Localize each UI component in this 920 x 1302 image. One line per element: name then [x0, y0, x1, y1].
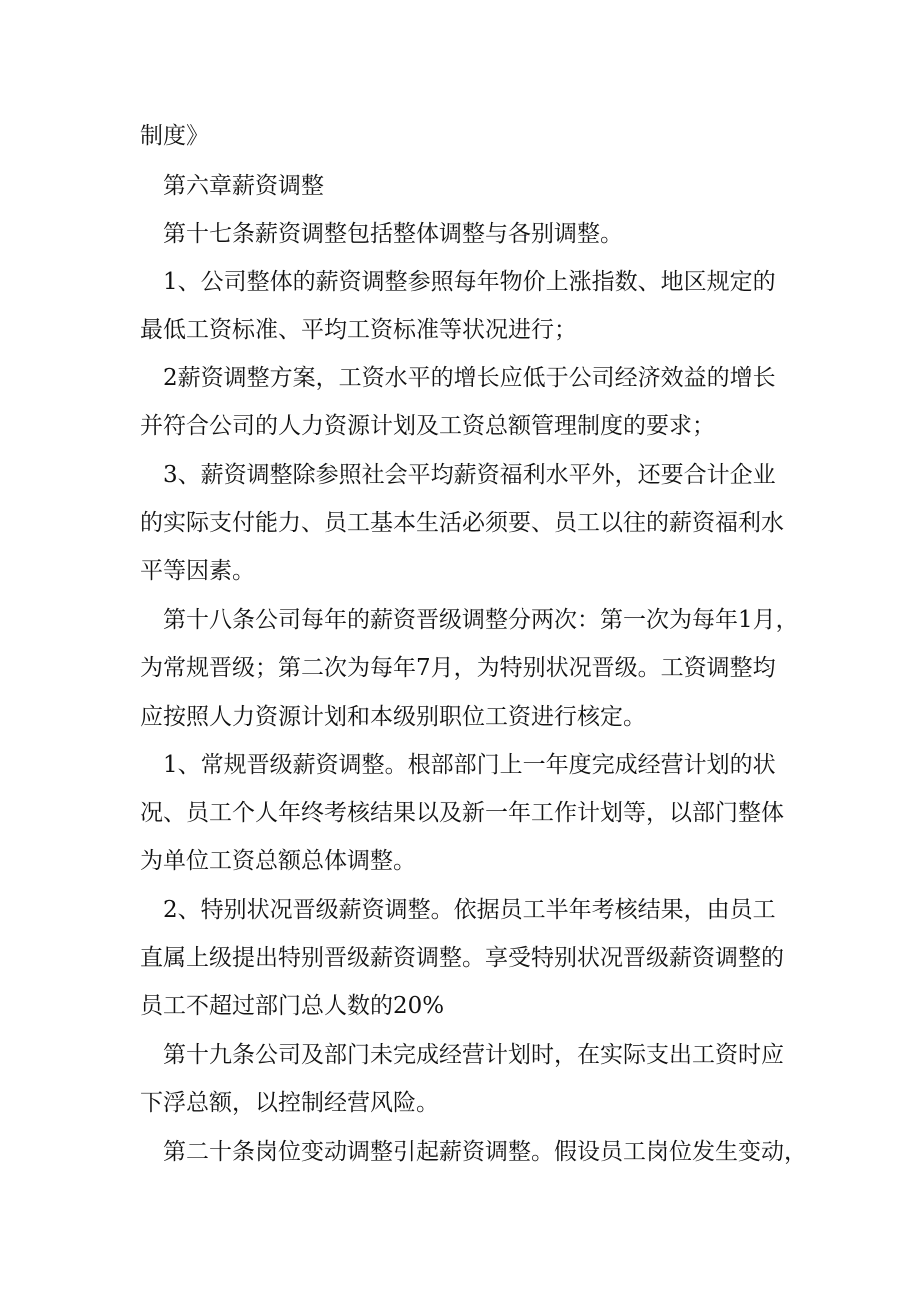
text-line: 第十九条公司及部门未完成经营计划时，在实际支出工资时应 [163, 1042, 784, 1068]
text-line: 况、员工个人年终考核结果以及新一年工作计划等，以部门整体 [140, 800, 784, 826]
text-line: 直属上级提出特别晋级薪资调整。享受特别状况晋级薪资调整的 [140, 945, 784, 971]
text-line: 2、特别状况晋级薪资调整。依据员工半年考核结果，由员工 [163, 897, 776, 923]
text-line: 1、常规晋级薪资调整。根部部门上一年度完成经营计划的状 [163, 752, 776, 778]
text-line: 第十七条薪资调整包括整体调整与各别调整。 [163, 221, 623, 247]
text-line: 2薪资调整方案，工资水平的增长应低于公司经济效益的增长 [163, 365, 776, 391]
text-line: 为单位工资总额总体调整。 [140, 848, 416, 874]
chapter-heading: 第六章薪资调整 [163, 173, 324, 199]
text-line: 下浮总额，以控制经营风险。 [140, 1090, 439, 1116]
text-line: 的实际支付能力、员工基本生活必须要、员工以往的薪资福利水 [140, 510, 784, 536]
text-line: 1、公司整体的薪资调整参照每年物价上涨指数、地区规定的 [163, 269, 776, 295]
text-line: 为常规晋级；第二次为每年7月，为特别状况晋级。工资调整均 [140, 655, 776, 681]
text-line: 员工不超过部门总人数的20% [140, 993, 445, 1019]
text-line: 制度》 [140, 123, 209, 149]
text-line: 第十八条公司每年的薪资晋级调整分两次：第一次为每年1月， [163, 607, 799, 633]
text-line: 3、薪资调整除参照社会平均薪资福利水平外，还要合计企业 [163, 462, 776, 488]
text-line: 并符合公司的人力资源计划及工资总额管理制度的要求； [140, 413, 715, 439]
text-line: 第二十条岗位变动调整引起薪资调整。假设员工岗位发生变动， [163, 1139, 807, 1165]
text-line: 应按照人力资源计划和本级别职位工资进行核定。 [140, 704, 646, 730]
text-line: 平等因素。 [140, 558, 255, 584]
text-line: 最低工资标准、平均工资标准等状况进行； [140, 317, 577, 343]
